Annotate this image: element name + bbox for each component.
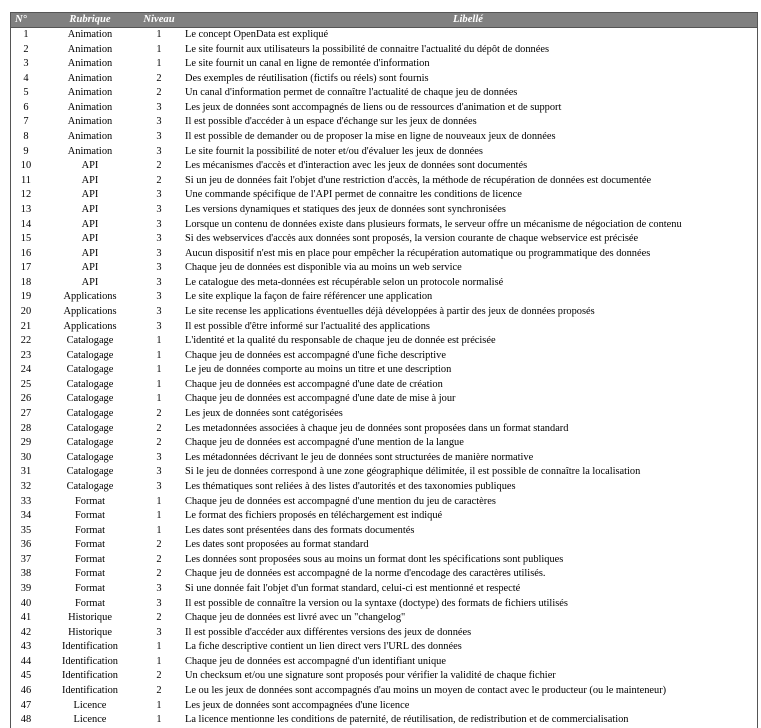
table-row xyxy=(11,465,757,480)
cell-rubrique: Catalogage xyxy=(66,437,114,449)
cell-num: 33 xyxy=(20,495,32,507)
cell-libelle: Les metadonnées associées à chaque jeu de données sont proposées dans un format standard xyxy=(185,422,569,434)
cell-rubrique: Applications xyxy=(63,291,117,303)
cell-rubrique: Licence xyxy=(73,714,107,726)
cell-rubrique: API xyxy=(81,203,99,215)
cell-libelle: Les métadonnées décrivant le jeu de données sont structurées de manière normative xyxy=(185,451,534,463)
cell-niveau: 3 xyxy=(156,582,162,594)
table-row xyxy=(11,43,757,58)
table-row xyxy=(11,86,757,101)
cell-rubrique: Animation xyxy=(67,145,113,157)
cell-libelle: Il est possible d'accéder aux différentes versions des jeux de données xyxy=(185,626,472,638)
header-niveau: Niveau xyxy=(139,13,179,28)
cell-libelle: Chaque jeu de données est accompagné d'une fiche descriptive xyxy=(185,349,446,361)
cell-rubrique: API xyxy=(81,160,99,172)
cell-niveau: 1 xyxy=(156,378,162,390)
cell-niveau: 1 xyxy=(156,29,162,40)
cell-niveau: 2 xyxy=(156,87,162,99)
cell-num: 14 xyxy=(20,218,32,230)
cell-num: 13 xyxy=(20,203,32,215)
cell-rubrique: API xyxy=(81,189,99,201)
table-row xyxy=(11,145,757,160)
cell-niveau: 3 xyxy=(156,233,162,245)
cell-num: 20 xyxy=(20,305,32,317)
table-row xyxy=(11,276,757,291)
cell-num: 5 xyxy=(23,87,29,99)
cell-niveau: 2 xyxy=(156,670,162,682)
cell-rubrique: Historique xyxy=(68,612,112,624)
cell-niveau: 1 xyxy=(156,43,162,55)
cell-num: 37 xyxy=(20,553,32,565)
cell-libelle: Il est possible d'être informé sur l'actualité des applications xyxy=(185,320,430,332)
cell-num: 34 xyxy=(20,510,32,522)
cell-niveau: 3 xyxy=(156,247,162,259)
cell-libelle: Le site explique la façon de faire référencer une application xyxy=(185,291,433,303)
table-header xyxy=(11,13,757,28)
cell-libelle: Le ou les jeux de données sont accompagnés d'au moins un moyen de contact avec le producteur (ou le mainteneur) xyxy=(185,685,667,697)
cell-libelle: Chaque jeu de données est livré avec un "changelog" xyxy=(185,612,406,624)
cell-libelle: Chaque jeu de données est accompagné d'une date de création xyxy=(185,378,443,390)
table-row xyxy=(11,640,757,655)
cell-num: 25 xyxy=(20,378,32,390)
cell-num: 11 xyxy=(20,174,31,186)
cell-num: 44 xyxy=(20,655,32,667)
header-row xyxy=(11,13,757,28)
cell-libelle: L'identité et la qualité du responsable de chaque jeu de donnée est précisée xyxy=(185,335,496,347)
cell-libelle: Les versions dynamiques et statiques des jeux de données sont synchronisées xyxy=(185,203,506,215)
criteria-table-container xyxy=(10,12,758,728)
cell-num: 1 xyxy=(23,29,29,40)
table-body xyxy=(11,28,757,728)
cell-rubrique: Catalogage xyxy=(66,466,114,478)
table-row xyxy=(11,495,757,510)
table-row xyxy=(11,684,757,699)
cell-num: 18 xyxy=(20,276,32,288)
cell-num: 31 xyxy=(20,466,32,478)
cell-rubrique: API xyxy=(81,276,99,288)
cell-num: 35 xyxy=(20,524,32,536)
cell-niveau: 2 xyxy=(156,422,162,434)
cell-niveau: 1 xyxy=(156,335,162,347)
table-row xyxy=(11,334,757,349)
table-row xyxy=(11,349,757,364)
cell-libelle: Il est possible de connaître la version ou la syntaxe (doctype) des formats de fichiers utilisés xyxy=(185,597,568,609)
table-row xyxy=(11,290,757,305)
cell-rubrique: Format xyxy=(74,582,105,594)
cell-num: 4 xyxy=(23,72,29,84)
table-row xyxy=(11,57,757,72)
cell-num: 43 xyxy=(20,641,32,653)
cell-libelle: Le format des fichiers proposés en téléchargement est indiqué xyxy=(185,510,443,522)
table-row xyxy=(11,509,757,524)
table-row xyxy=(11,524,757,539)
cell-num: 15 xyxy=(20,233,32,245)
cell-niveau: 3 xyxy=(156,466,162,478)
cell-num: 19 xyxy=(20,291,32,303)
cell-rubrique: API xyxy=(81,262,99,274)
table-row xyxy=(11,451,757,466)
cell-rubrique: Identification xyxy=(62,685,118,697)
cell-niveau: 1 xyxy=(156,393,162,405)
cell-rubrique: Catalogage xyxy=(66,480,114,492)
cell-niveau: 2 xyxy=(156,612,162,624)
cell-rubrique: API xyxy=(81,218,99,230)
table-row xyxy=(11,567,757,582)
cell-niveau: 3 xyxy=(156,305,162,317)
cell-num: 23 xyxy=(20,349,32,361)
cell-libelle: Le site fournit la possibilité de noter et/ou d'évaluer les jeux de données xyxy=(185,145,483,157)
cell-num: 9 xyxy=(23,145,29,157)
cell-rubrique: Animation xyxy=(67,43,113,55)
cell-rubrique: Animation xyxy=(67,87,113,99)
table-row xyxy=(11,392,757,407)
cell-libelle: Le site fournit un canal en ligne de remontée d'information xyxy=(185,58,430,70)
cell-num: 42 xyxy=(20,626,32,638)
cell-num: 36 xyxy=(20,539,32,551)
table-row xyxy=(11,538,757,553)
cell-num: 10 xyxy=(20,160,32,172)
table-row xyxy=(11,553,757,568)
cell-libelle: Un canal d'information permet de connaître l'actualité de chaque jeu de données xyxy=(185,87,518,99)
cell-rubrique: Animation xyxy=(67,101,113,113)
table-row xyxy=(11,247,757,262)
cell-libelle: Les données sont proposées sous au moins un format dont les spécifications sont publiques xyxy=(185,553,564,565)
table-row xyxy=(11,655,757,670)
table-row xyxy=(11,320,757,335)
cell-libelle: Chaque jeu de données est accompagné de la norme d'encodage des caractères utilisés. xyxy=(185,568,546,580)
cell-num: 16 xyxy=(20,247,32,259)
cell-niveau: 2 xyxy=(156,160,162,172)
cell-libelle: Des exemples de réutilisation (fictifs ou réels) sont fournis xyxy=(185,72,429,84)
table-row xyxy=(11,669,757,684)
cell-niveau: 3 xyxy=(156,218,162,230)
cell-num: 7 xyxy=(23,116,29,128)
cell-num: 6 xyxy=(23,101,29,113)
cell-niveau: 2 xyxy=(156,539,162,551)
cell-libelle: Il est possible d'accéder à un espace d'échange sur les jeux de données xyxy=(185,116,477,128)
cell-rubrique: Applications xyxy=(63,320,117,332)
cell-rubrique: Catalogage xyxy=(66,451,114,463)
cell-niveau: 1 xyxy=(156,495,162,507)
cell-niveau: 2 xyxy=(156,568,162,580)
cell-niveau: 3 xyxy=(156,189,162,201)
cell-rubrique: Historique xyxy=(68,626,112,638)
cell-niveau: 2 xyxy=(156,685,162,697)
cell-niveau: 3 xyxy=(156,320,162,332)
cell-niveau: 3 xyxy=(156,101,162,113)
cell-rubrique: Animation xyxy=(67,131,113,143)
cell-num: 48 xyxy=(20,714,32,726)
cell-niveau: 1 xyxy=(156,655,162,667)
cell-niveau: 1 xyxy=(156,349,162,361)
cell-num: 29 xyxy=(20,437,32,449)
table-row xyxy=(11,261,757,276)
table-row xyxy=(11,480,757,495)
cell-libelle: Le catalogue des meta-données est récupérable selon un protocole normalisé xyxy=(185,276,504,288)
header-libelle: Libellé xyxy=(179,13,757,28)
cell-libelle: Chaque jeu de données est accompagné d'une mention de la langue xyxy=(185,437,464,449)
cell-num: 38 xyxy=(20,568,32,580)
cell-libelle: Chaque jeu de données est accompagné d'une mention du jeu de caractères xyxy=(185,495,496,507)
table-row xyxy=(11,232,757,247)
cell-num: 47 xyxy=(20,699,32,711)
cell-rubrique: Animation xyxy=(67,116,113,128)
cell-libelle: Si des webservices d'accès aux données sont proposés, la version courante de chaque webservice est précisée xyxy=(185,233,639,245)
cell-rubrique: Catalogage xyxy=(66,422,114,434)
cell-num: 39 xyxy=(20,582,32,594)
cell-niveau: 3 xyxy=(156,291,162,303)
cell-libelle: Chaque jeu de données est accompagné d'une date de mise à jour xyxy=(185,393,456,405)
cell-niveau: 3 xyxy=(156,597,162,609)
cell-num: 24 xyxy=(20,364,32,376)
cell-libelle: Les dates sont proposées au format standard xyxy=(185,539,369,551)
cell-num: 30 xyxy=(20,451,32,463)
cell-niveau: 2 xyxy=(156,553,162,565)
cell-niveau: 1 xyxy=(156,641,162,653)
cell-rubrique: Format xyxy=(74,495,105,507)
cell-libelle: Lorsque un contenu de données existe dans plusieurs formats, le serveur offre un mécanisme de négociation de contenu xyxy=(185,218,682,230)
cell-libelle: Si le jeu de données correspond à une zone géographique délimitée, il est possible de connaître la localisation xyxy=(185,466,641,478)
cell-libelle: Chaque jeu de données est accompagné d'un identifiant unique xyxy=(185,655,446,667)
cell-rubrique: Catalogage xyxy=(66,364,114,376)
table-row xyxy=(11,582,757,597)
cell-rubrique: Identification xyxy=(62,641,118,653)
cell-niveau: 2 xyxy=(156,72,162,84)
cell-num: 41 xyxy=(20,612,32,624)
table-row xyxy=(11,626,757,641)
cell-rubrique: Format xyxy=(74,539,105,551)
cell-num: 46 xyxy=(20,685,32,697)
table-row xyxy=(11,218,757,233)
cell-rubrique: Catalogage xyxy=(66,378,114,390)
cell-num: 32 xyxy=(20,480,32,492)
cell-rubrique: Format xyxy=(74,568,105,580)
cell-niveau: 3 xyxy=(156,451,162,463)
cell-rubrique: Identification xyxy=(62,655,118,667)
cell-niveau: 3 xyxy=(156,480,162,492)
cell-niveau: 1 xyxy=(156,699,162,711)
cell-libelle: Aucun dispositif n'est mis en place pour empêcher la récupération automatique ou programmatique des données xyxy=(185,247,651,259)
cell-rubrique: API xyxy=(81,233,99,245)
table-row xyxy=(11,363,757,378)
cell-num: 27 xyxy=(20,408,32,420)
cell-rubrique: API xyxy=(81,174,99,186)
criteria-table xyxy=(11,12,757,728)
cell-niveau: 1 xyxy=(156,510,162,522)
cell-num: 22 xyxy=(20,335,32,347)
table-row xyxy=(11,72,757,87)
cell-rubrique: Animation xyxy=(67,58,113,70)
table-row xyxy=(11,597,757,612)
cell-libelle: Un checksum et/ou une signature sont proposés pour vérifier la validité de chaque fichier xyxy=(185,670,556,682)
cell-niveau: 3 xyxy=(156,626,162,638)
cell-libelle: Si une donnée fait l'objet d'un format standard, celui-ci est mentionné et respecté xyxy=(185,582,521,594)
table-row xyxy=(11,611,757,626)
table-row xyxy=(11,188,757,203)
table-row xyxy=(11,28,757,43)
cell-niveau: 3 xyxy=(156,131,162,143)
table-row xyxy=(11,174,757,189)
cell-niveau: 2 xyxy=(156,408,162,420)
cell-rubrique: Catalogage xyxy=(66,349,114,361)
table-row xyxy=(11,203,757,218)
cell-libelle: Les mécanismes d'accès et d'interaction avec les jeux de données sont documentés xyxy=(185,160,528,172)
cell-rubrique: Licence xyxy=(73,699,107,711)
cell-niveau: 1 xyxy=(156,714,162,726)
cell-rubrique: Animation xyxy=(67,72,113,84)
cell-libelle: Les jeux de données sont accompagnés de liens ou de ressources d'animation et de support xyxy=(185,101,562,113)
cell-libelle: Une commande spécifique de l'API permet de connaitre les conditions de licence xyxy=(185,189,522,201)
cell-rubrique: Catalogage xyxy=(66,408,114,420)
cell-libelle: La licence mentionne les conditions de paternité, de réutilisation, de redistribution et de commercialisation xyxy=(185,714,629,726)
table-row xyxy=(11,699,757,714)
cell-libelle: Si un jeu de données fait l'objet d'une restriction d'accès, la méthode de récupération de données est documentée xyxy=(185,174,652,186)
cell-rubrique: Identification xyxy=(62,670,118,682)
cell-num: 26 xyxy=(20,393,32,405)
cell-niveau: 2 xyxy=(156,174,162,186)
cell-libelle: Le site recense les applications éventuelles déjà développées à partir des jeux de données proposés xyxy=(185,305,595,317)
cell-rubrique: Applications xyxy=(63,305,117,317)
cell-rubrique: Format xyxy=(74,597,105,609)
cell-niveau: 2 xyxy=(156,437,162,449)
cell-rubrique: Format xyxy=(74,553,105,565)
cell-libelle: Les dates sont présentées dans des formats documentés xyxy=(185,524,415,536)
cell-niveau: 1 xyxy=(156,524,162,536)
cell-rubrique: Format xyxy=(74,524,105,536)
table-row xyxy=(11,422,757,437)
header-num: N° xyxy=(11,13,41,28)
cell-num: 3 xyxy=(23,58,29,70)
cell-rubrique: Catalogage xyxy=(66,393,114,405)
table-row xyxy=(11,378,757,393)
cell-num: 8 xyxy=(23,131,29,143)
cell-libelle: Les thématiques sont reliées à des listes d'autorités et des taxonomies publiques xyxy=(185,480,516,492)
cell-rubrique: Animation xyxy=(67,29,113,40)
cell-niveau: 1 xyxy=(156,364,162,376)
cell-libelle: La fiche descriptive contient un lien direct vers l'URL des données xyxy=(185,641,462,653)
table-row xyxy=(11,130,757,145)
cell-libelle: Les jeux de données sont catégorisées xyxy=(185,408,343,420)
cell-libelle: Le concept OpenData est expliqué xyxy=(185,29,329,40)
cell-rubrique: Format xyxy=(74,510,105,522)
cell-num: 28 xyxy=(20,422,32,434)
cell-niveau: 3 xyxy=(156,203,162,215)
cell-libelle: Les jeux de données sont accompagnées d'une licence xyxy=(185,699,410,711)
cell-num: 45 xyxy=(20,670,32,682)
header-rubrique: Rubrique xyxy=(41,13,139,28)
cell-niveau: 3 xyxy=(156,145,162,157)
cell-libelle: Le site fournit aux utilisateurs la possibilité de connaitre l'actualité du dépôt de données xyxy=(185,43,549,55)
table-row xyxy=(11,159,757,174)
cell-num: 21 xyxy=(20,320,32,332)
table-row xyxy=(11,115,757,130)
cell-niveau: 1 xyxy=(156,58,162,70)
table-row xyxy=(11,101,757,116)
cell-libelle: Il est possible de demander ou de proposer la mise en ligne de nouveaux jeux de données xyxy=(185,131,556,143)
cell-rubrique: Catalogage xyxy=(66,335,114,347)
cell-libelle: Le jeu de données comporte au moins un titre et une description xyxy=(185,364,452,376)
table-row xyxy=(11,436,757,451)
cell-num: 2 xyxy=(23,43,29,55)
cell-niveau: 3 xyxy=(156,276,162,288)
cell-niveau: 3 xyxy=(156,262,162,274)
table-row xyxy=(11,305,757,320)
cell-num: 17 xyxy=(20,262,32,274)
table-row xyxy=(11,407,757,422)
cell-num: 40 xyxy=(20,597,32,609)
cell-niveau: 3 xyxy=(156,116,162,128)
cell-rubrique: API xyxy=(81,247,99,259)
cell-num: 12 xyxy=(20,189,32,201)
cell-libelle: Chaque jeu de données est disponible via au moins un web service xyxy=(185,262,462,274)
